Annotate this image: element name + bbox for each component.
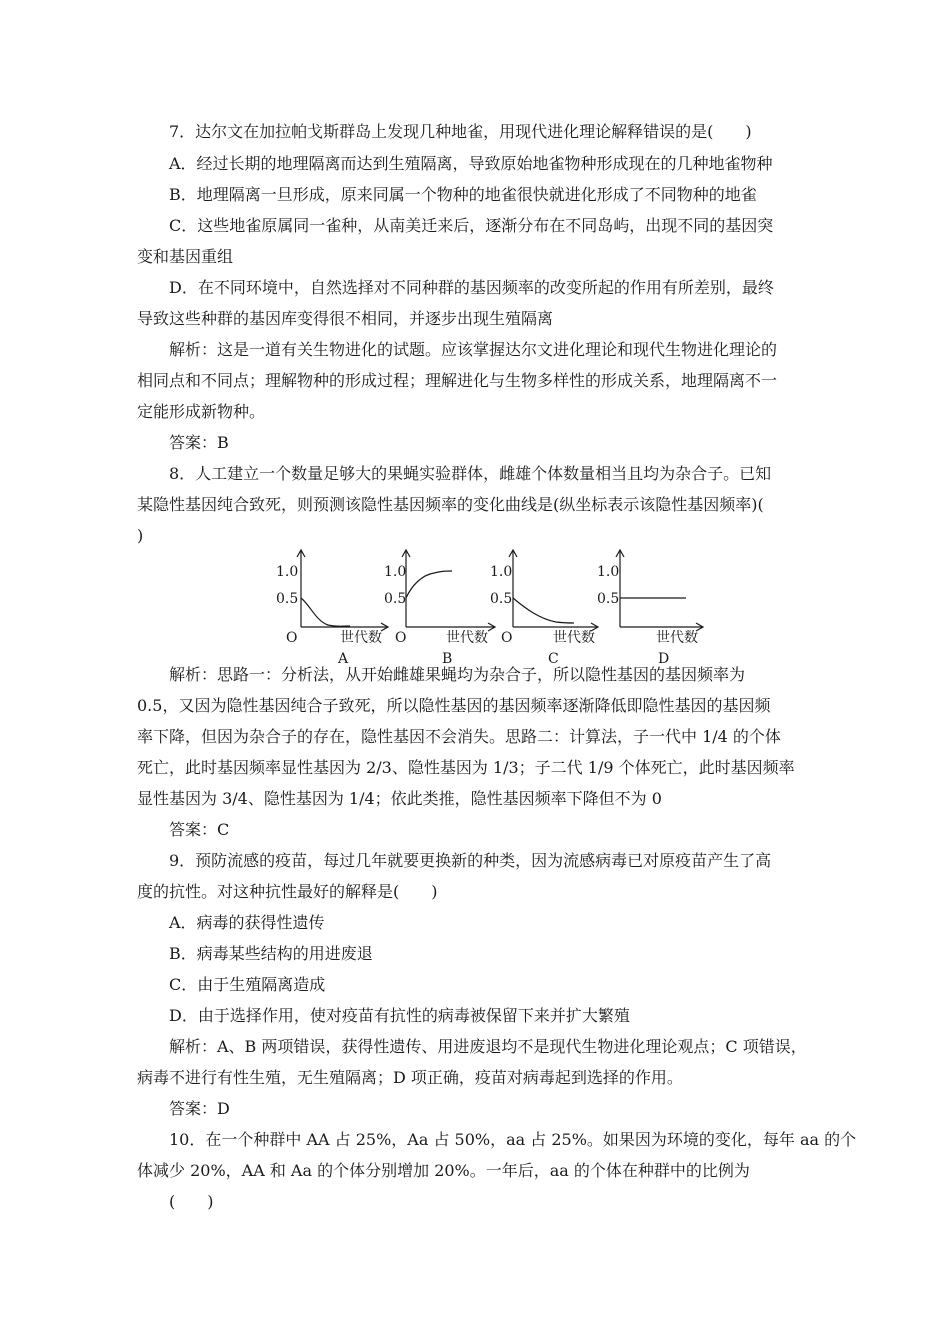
q9-stem-cont: 度的抗性。对这种抗性最好的解释是( ) [137, 882, 438, 901]
xaxis-label: 世代数 [553, 630, 595, 646]
graph-a [276, 550, 388, 667]
q7-option-d-cont: 导致这些种群的基因库变得很不相同，并逐步出现生殖隔离 [137, 309, 554, 328]
graph-label: B [442, 651, 453, 667]
q7-option-d: D．在不同环境中，自然选择对不同种群的基因频率的改变所起的作用有所差别，最终 [169, 278, 774, 297]
q7-stem: 7．达尔文在加拉帕戈斯群岛上发现几种地雀，用现代进化理论解释错误的是( ) [169, 122, 752, 141]
graph-b [384, 550, 495, 667]
q7-analysis: 解析：这是一道有关生物进化的试题。应该掌握达尔文进化理论和现代生物进化理论的 [169, 340, 778, 359]
xaxis-label: 世代数 [340, 630, 382, 646]
origin-label: O [395, 630, 407, 646]
q8-stem: 8．人工建立一个数量足够大的果蝇实验群体，雌雄个体数量相当且均为杂合子。已知 [169, 464, 772, 483]
q7-answer: 答案：B [169, 433, 229, 452]
graph-label: D [658, 651, 670, 667]
q8-analysis-cont: 显性基因为 3/4、隐性基因为 1/4；依此类推，隐性基因频率下降但不为 0 [137, 789, 662, 808]
q7-option-b: B．地理隔离一旦形成，原来同属一个物种的地雀很快就进化形成了不同物种的地雀 [169, 185, 757, 204]
ytick-label: 0.5 [597, 591, 620, 607]
q7-option-a: A．经过长期的地理隔离而达到生殖隔离，导致原始地雀物种形成现在的几种地雀物种 [169, 154, 773, 173]
q8-stem-cont: 某隐性基因纯合致死，则预测该隐性基因频率的变化曲线是(纵坐标表示该隐性基因频率)( [137, 495, 764, 514]
ytick-label: 0.5 [276, 591, 299, 607]
q7-analysis-cont: 定能形成新物种。 [137, 402, 266, 421]
q9-option-b: B．病毒某些结构的用进废退 [169, 944, 373, 963]
graph-label: A [338, 651, 349, 667]
xaxis-label: 世代数 [446, 630, 488, 646]
ytick-label: 1.0 [490, 564, 513, 580]
xaxis-label: 世代数 [656, 630, 698, 646]
q9-option-d: D．由于选择作用，使对疫苗有抗性的病毒被保留下来并扩大繁殖 [169, 1006, 630, 1025]
q9-analysis: 解析：A、B 两项错误，获得性遗传、用进废退均不是现代生物进化理论观点；C 项错误， [169, 1037, 807, 1056]
curve-rising [406, 571, 452, 598]
q7-analysis-cont: 相同点和不同点；理解物种的形成过程；理解进化与生物多样性的形成关系，地理隔离不一 [137, 371, 778, 390]
q10-stem: 10．在一个种群中 AA 占 25%，Aa 占 50%，aa 占 25%。如果因为环境的变化，每年 aa 的个 [169, 1130, 857, 1149]
q10-stem-cont: 体减少 20%，AA 和 Aa 的个体分别增加 20%。一年后，aa 的个体在种群中的比例为 [137, 1161, 750, 1180]
q9-option-c: C．由于生殖隔离造成 [169, 975, 326, 994]
ytick-label: 1.0 [276, 564, 299, 580]
curve-declining-to-zero [301, 598, 350, 626]
q8-answer: 答案：C [169, 820, 230, 839]
q7-option-c-cont: 变和基因重组 [137, 247, 234, 266]
q10-stem-blank: ( ) [169, 1192, 214, 1211]
q9-answer: 答案：D [169, 1099, 230, 1118]
q8-analysis-cont: 死亡，此时基因频率显性基因为 2/3、隐性基因为 1/3；子二代 1/9 个体死亡，此时基因频率 [137, 758, 795, 777]
ytick-label: 1.0 [597, 564, 620, 580]
q8-analysis-cont: 率下降，但因为杂合子的存在，隐性基因不会消失。思路二：计算法，子一代中 1/4 的个体 [137, 727, 781, 746]
q8-analysis-cont: 0.5，又因为隐性基因纯合子致死，所以隐性基因的基因频率逐渐降低即隐性基因的基因频 [137, 696, 771, 715]
q8-stem-cont: ) [137, 526, 144, 545]
q8-analysis: 解析：思路一：分析法，从开始雌雄果蝇均为杂合子，所以隐性基因的基因频率为 [169, 665, 746, 684]
origin-label: O [501, 630, 513, 646]
graph-c [490, 550, 598, 667]
ytick-label: 0.5 [384, 591, 407, 607]
q9-stem: 9．预防流感的疫苗，每过几年就要更换新的种类，因为流感病毒已对原疫苗产生了高 [169, 851, 772, 870]
q9-analysis-cont: 病毒不进行有性生殖，无生殖隔离；D 项正确，疫苗对病毒起到选择的作用。 [137, 1068, 683, 1087]
q8-graphs [270, 545, 720, 670]
ytick-label: 1.0 [384, 564, 407, 580]
graph-d [597, 550, 703, 667]
q9-option-a: A．病毒的获得性遗传 [169, 913, 325, 932]
origin-label: O [286, 630, 298, 646]
graph-label: C [548, 651, 559, 667]
q7-option-c: C．这些地雀原属同一雀种，从南美迁来后，逐渐分布在不同岛屿，出现不同的基因突 [169, 216, 774, 235]
curve-declining-not-zero [513, 598, 574, 623]
ytick-label: 0.5 [490, 591, 513, 607]
